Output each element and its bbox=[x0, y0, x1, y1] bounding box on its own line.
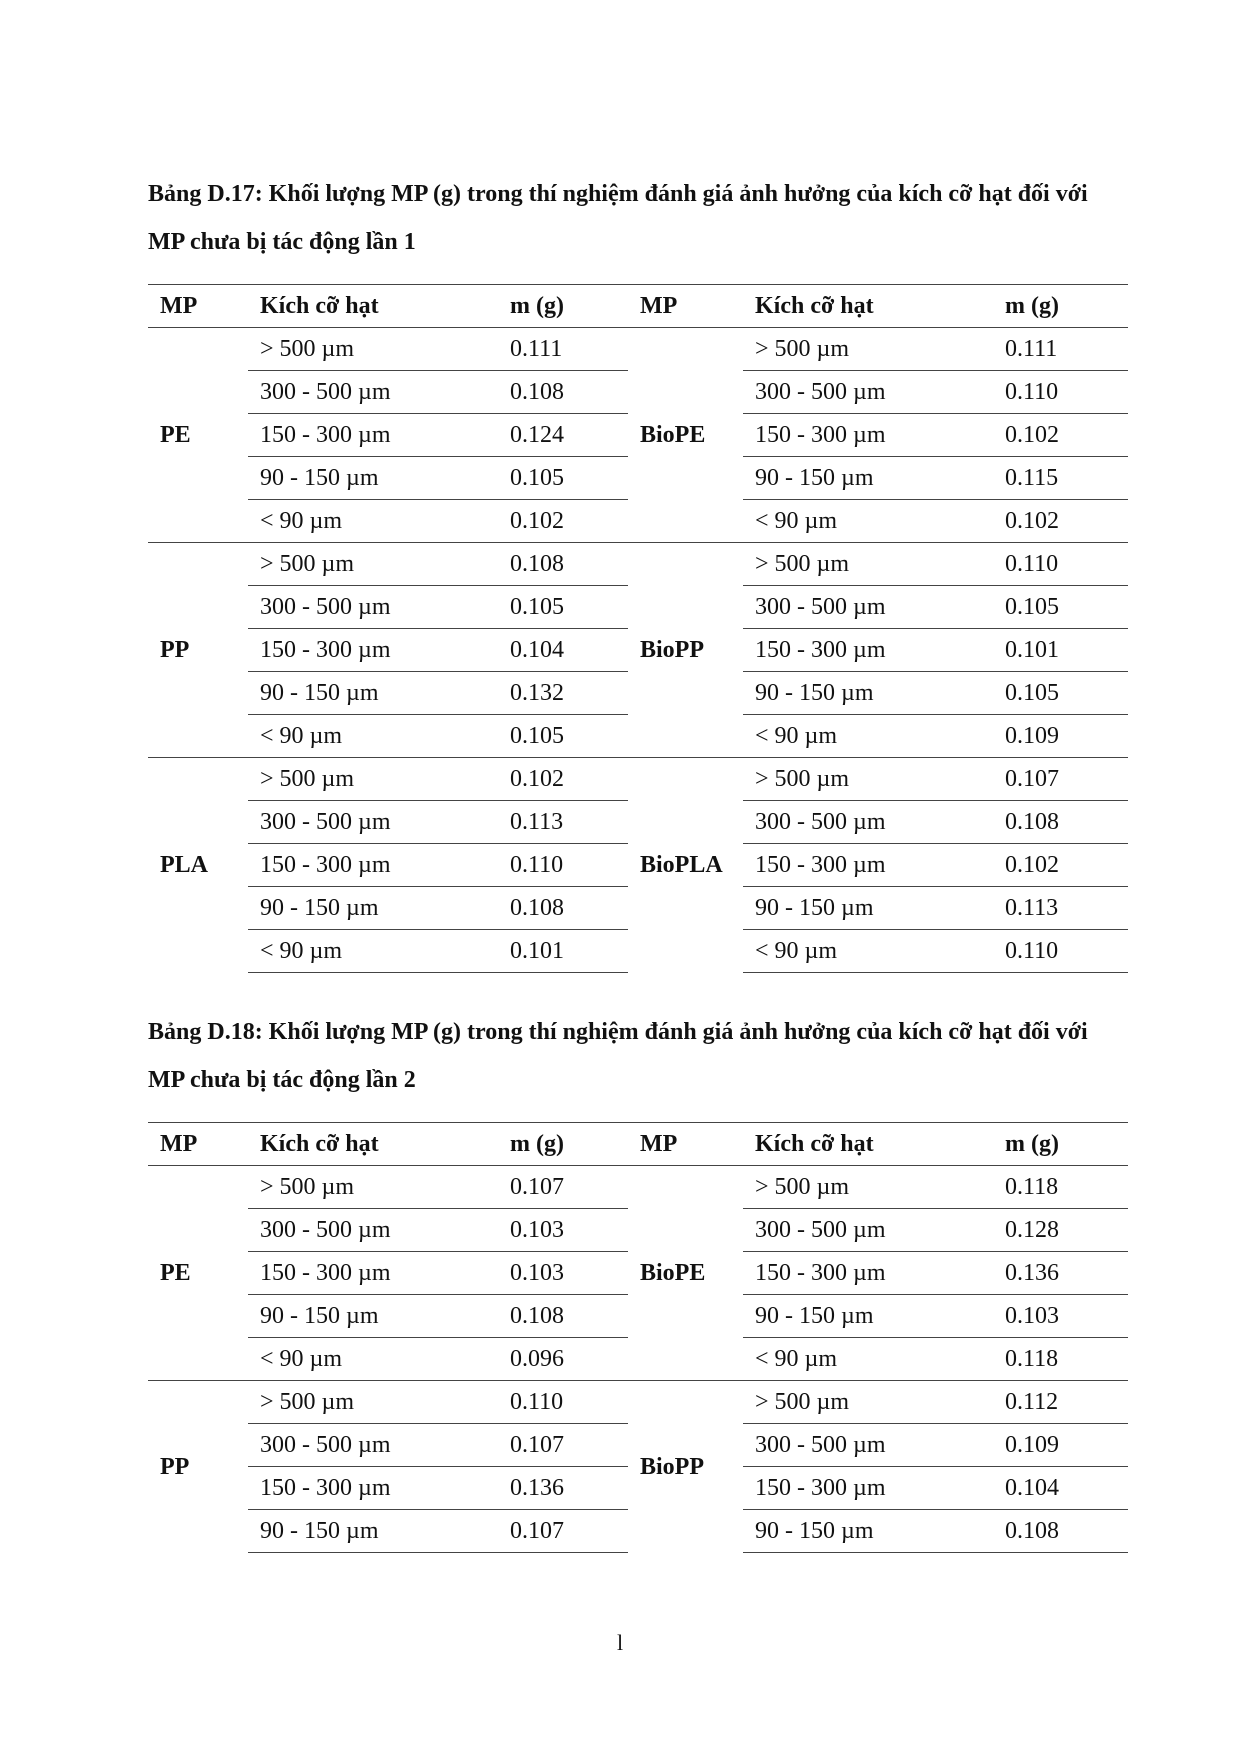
particle-size-cell: 150 - 300 µm bbox=[248, 629, 498, 672]
particle-size-cell: < 90 µm bbox=[248, 715, 498, 758]
table-header-row bbox=[148, 1123, 1128, 1166]
column-header: MP bbox=[628, 285, 743, 328]
particle-size-cell: 300 - 500 µm bbox=[743, 586, 993, 629]
table-row bbox=[148, 328, 1128, 371]
mass-cell: 0.108 bbox=[498, 371, 628, 414]
mass-cell: 0.110 bbox=[498, 844, 628, 887]
mass-cell: 0.108 bbox=[993, 1510, 1128, 1553]
mass-cell: 0.115 bbox=[993, 457, 1128, 500]
mass-cell: 0.110 bbox=[498, 1381, 628, 1424]
mass-cell: 0.103 bbox=[498, 1252, 628, 1295]
mass-cell: 0.113 bbox=[993, 887, 1128, 930]
particle-size-cell: 150 - 300 µm bbox=[248, 1252, 498, 1295]
material-group-cell: PE bbox=[148, 328, 248, 543]
mass-cell: 0.136 bbox=[993, 1252, 1128, 1295]
material-group-cell: PP bbox=[148, 1381, 248, 1553]
particle-size-cell: 150 - 300 µm bbox=[743, 844, 993, 887]
mass-cell: 0.101 bbox=[498, 930, 628, 973]
particle-size-cell: 90 - 150 µm bbox=[743, 1510, 993, 1553]
material-group-cell: PP bbox=[148, 543, 248, 758]
mass-cell: 0.105 bbox=[498, 586, 628, 629]
mass-cell: 0.103 bbox=[993, 1295, 1128, 1338]
particle-size-cell: > 500 µm bbox=[248, 328, 498, 371]
column-header: MP bbox=[148, 1123, 248, 1166]
material-group-cell: BioPE bbox=[628, 328, 743, 543]
mass-cell: 0.136 bbox=[498, 1467, 628, 1510]
particle-size-cell: 150 - 300 µm bbox=[248, 844, 498, 887]
column-header: m (g) bbox=[993, 1123, 1128, 1166]
mass-cell: 0.109 bbox=[993, 715, 1128, 758]
particle-size-cell: 300 - 500 µm bbox=[743, 371, 993, 414]
particle-size-cell: 300 - 500 µm bbox=[248, 1209, 498, 1252]
mass-cell: 0.102 bbox=[993, 844, 1128, 887]
mass-cell: 0.107 bbox=[993, 758, 1128, 801]
mass-cell: 0.109 bbox=[993, 1424, 1128, 1467]
mass-cell: 0.111 bbox=[993, 328, 1128, 371]
column-header: Kích cỡ hạt bbox=[248, 1123, 498, 1166]
mass-cell: 0.112 bbox=[993, 1381, 1128, 1424]
particle-size-cell: > 500 µm bbox=[248, 758, 498, 801]
particle-size-cell: > 500 µm bbox=[743, 758, 993, 801]
particle-size-cell: 150 - 300 µm bbox=[743, 1252, 993, 1295]
column-header: MP bbox=[628, 1123, 743, 1166]
mass-cell: 0.102 bbox=[498, 758, 628, 801]
column-header: Kích cỡ hạt bbox=[743, 285, 993, 328]
column-header: Kích cỡ hạt bbox=[743, 1123, 993, 1166]
material-group-cell: BioPE bbox=[628, 1166, 743, 1381]
column-header: m (g) bbox=[498, 285, 628, 328]
particle-size-cell: 150 - 300 µm bbox=[248, 1467, 498, 1510]
particle-size-cell: 300 - 500 µm bbox=[248, 586, 498, 629]
mass-cell: 0.105 bbox=[498, 715, 628, 758]
particle-size-cell: < 90 µm bbox=[743, 930, 993, 973]
mass-cell: 0.104 bbox=[498, 629, 628, 672]
material-group-cell: PLA bbox=[148, 758, 248, 973]
mass-cell: 0.107 bbox=[498, 1166, 628, 1209]
particle-size-cell: > 500 µm bbox=[743, 1381, 993, 1424]
table-caption-d17: Bảng D.17: Khối lượng MP (g) trong thí nghiệm đánh giá ảnh hưởng của kích cỡ hạt đối với MP chưa bị tác động lần 1 bbox=[148, 181, 1088, 255]
particle-size-cell: < 90 µm bbox=[743, 500, 993, 543]
column-header: m (g) bbox=[498, 1123, 628, 1166]
particle-size-cell: > 500 µm bbox=[743, 1166, 993, 1209]
mass-cell: 0.108 bbox=[993, 801, 1128, 844]
mass-cell: 0.110 bbox=[993, 543, 1128, 586]
mass-cell: 0.118 bbox=[993, 1338, 1128, 1381]
mass-cell: 0.110 bbox=[993, 930, 1128, 973]
mass-cell: 0.108 bbox=[498, 1295, 628, 1338]
column-header: m (g) bbox=[993, 285, 1128, 328]
particle-size-cell: 90 - 150 µm bbox=[248, 1510, 498, 1553]
particle-size-cell: 150 - 300 µm bbox=[743, 629, 993, 672]
particle-size-cell: 90 - 150 µm bbox=[743, 1295, 993, 1338]
material-group-cell: BioPP bbox=[628, 1381, 743, 1553]
mass-cell: 0.124 bbox=[498, 414, 628, 457]
particle-size-cell: < 90 µm bbox=[743, 715, 993, 758]
table-row bbox=[148, 1381, 1128, 1424]
mass-cell: 0.128 bbox=[993, 1209, 1128, 1252]
mass-cell: 0.132 bbox=[498, 672, 628, 715]
particle-size-cell: > 500 µm bbox=[248, 1166, 498, 1209]
mass-cell: 0.102 bbox=[993, 500, 1128, 543]
particle-size-cell: > 500 µm bbox=[743, 328, 993, 371]
mass-cell: 0.105 bbox=[993, 586, 1128, 629]
material-group-cell: BioPP bbox=[628, 543, 743, 758]
particle-size-cell: 90 - 150 µm bbox=[743, 672, 993, 715]
column-header: MP bbox=[148, 285, 248, 328]
mass-cell: 0.105 bbox=[993, 672, 1128, 715]
mass-cell: 0.111 bbox=[498, 328, 628, 371]
particle-size-cell: 90 - 150 µm bbox=[743, 457, 993, 500]
mass-cell: 0.101 bbox=[993, 629, 1128, 672]
mass-cell: 0.102 bbox=[498, 500, 628, 543]
mass-cell: 0.110 bbox=[993, 371, 1128, 414]
particle-size-cell: > 500 µm bbox=[743, 543, 993, 586]
particle-size-cell: 90 - 150 µm bbox=[248, 887, 498, 930]
data-table-d17 bbox=[148, 284, 1128, 973]
particle-size-cell: 90 - 150 µm bbox=[743, 887, 993, 930]
table-caption-d18: Bảng D.18: Khối lượng MP (g) trong thí nghiệm đánh giá ảnh hưởng của kích cỡ hạt đối với MP chưa bị tác động lần 2 bbox=[148, 1019, 1088, 1093]
particle-size-cell: > 500 µm bbox=[248, 1381, 498, 1424]
particle-size-cell: 150 - 300 µm bbox=[248, 414, 498, 457]
particle-size-cell: 300 - 500 µm bbox=[248, 801, 498, 844]
mass-cell: 0.108 bbox=[498, 543, 628, 586]
particle-size-cell: < 90 µm bbox=[248, 1338, 498, 1381]
particle-size-cell: < 90 µm bbox=[248, 500, 498, 543]
mass-cell: 0.107 bbox=[498, 1424, 628, 1467]
particle-size-cell: 300 - 500 µm bbox=[248, 371, 498, 414]
particle-size-cell: < 90 µm bbox=[248, 930, 498, 973]
particle-size-cell: 90 - 150 µm bbox=[248, 672, 498, 715]
mass-cell: 0.103 bbox=[498, 1209, 628, 1252]
particle-size-cell: 300 - 500 µm bbox=[743, 1209, 993, 1252]
particle-size-cell: 300 - 500 µm bbox=[248, 1424, 498, 1467]
mass-cell: 0.107 bbox=[498, 1510, 628, 1553]
mass-cell: 0.104 bbox=[993, 1467, 1128, 1510]
table-row bbox=[148, 758, 1128, 801]
particle-size-cell: 90 - 150 µm bbox=[248, 457, 498, 500]
particle-size-cell: 150 - 300 µm bbox=[743, 414, 993, 457]
material-group-cell: PE bbox=[148, 1166, 248, 1381]
table-row bbox=[148, 1166, 1128, 1209]
data-table-d18 bbox=[148, 1122, 1128, 1553]
material-group-cell: BioPLA bbox=[628, 758, 743, 973]
column-header: Kích cỡ hạt bbox=[248, 285, 498, 328]
table-row bbox=[148, 543, 1128, 586]
mass-cell: 0.108 bbox=[498, 887, 628, 930]
particle-size-cell: 300 - 500 µm bbox=[743, 1424, 993, 1467]
table-header-row bbox=[148, 285, 1128, 328]
mass-cell: 0.102 bbox=[993, 414, 1128, 457]
mass-cell: 0.113 bbox=[498, 801, 628, 844]
particle-size-cell: 90 - 150 µm bbox=[248, 1295, 498, 1338]
particle-size-cell: < 90 µm bbox=[743, 1338, 993, 1381]
particle-size-cell: 300 - 500 µm bbox=[743, 801, 993, 844]
particle-size-cell: 150 - 300 µm bbox=[743, 1467, 993, 1510]
page-number: l bbox=[616, 1630, 624, 1655]
particle-size-cell: > 500 µm bbox=[248, 543, 498, 586]
mass-cell: 0.105 bbox=[498, 457, 628, 500]
mass-cell: 0.096 bbox=[498, 1338, 628, 1381]
mass-cell: 0.118 bbox=[993, 1166, 1128, 1209]
